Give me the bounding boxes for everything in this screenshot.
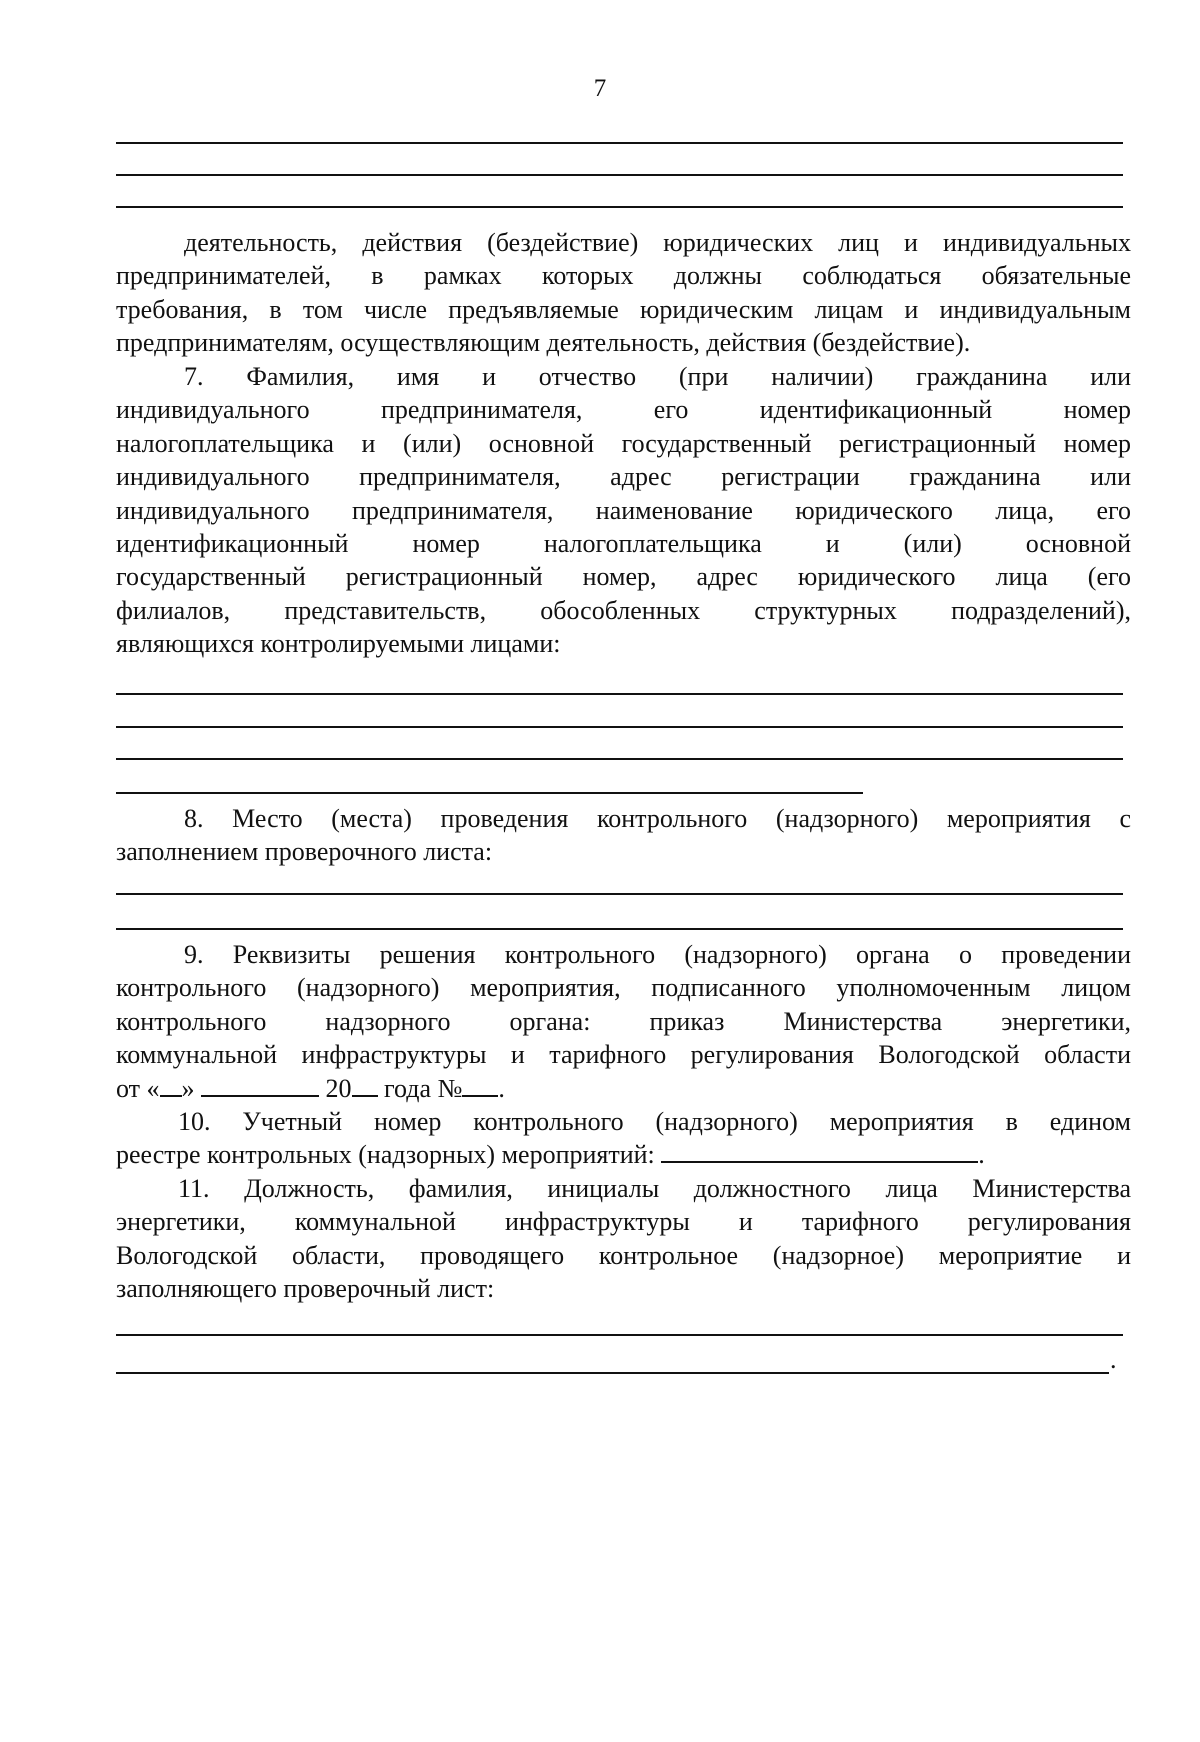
text-line: индивидуального предпринимателя, адрес регистрации гражданина или xyxy=(116,462,1131,492)
paragraph-11 xyxy=(116,1172,1131,1306)
text-line: контрольного надзорного органа: приказ Министерства энергетики, xyxy=(116,1006,1131,1036)
text-line: энергетики, коммунальной инфраструктуры и тарифного регулирования xyxy=(116,1207,1131,1237)
text-line: предпринимателей, в рамках которых должны соблюдаться обязательные xyxy=(116,261,1131,291)
text-line: коммунальной инфраструктуры и тарифного регулирования Вологодской области xyxy=(116,1040,1131,1070)
text: реестре контрольных (надзорных) мероприятий: xyxy=(116,1140,662,1170)
year-field[interactable] xyxy=(352,1073,378,1097)
text: от « xyxy=(116,1073,160,1103)
blank-line[interactable] xyxy=(116,792,863,794)
month-field[interactable] xyxy=(201,1073,319,1097)
text-line: 7. Фамилия, имя и отчество (при наличии) гражданина или xyxy=(184,362,1131,391)
blank-line[interactable] xyxy=(116,174,1123,176)
text-line: требования, в том числе предъявляемые юридическим лицам и индивидуальным xyxy=(116,294,1131,324)
text-line: 8. Место (места) проведения контрольного (надзорного) мероприятия с xyxy=(184,804,1131,833)
paragraph-7 xyxy=(116,360,1131,661)
text-line: деятельность, действия (бездействие) юридических лиц и индивидуальных xyxy=(184,228,1131,257)
text-line: филиалов, представительств, обособленных структурных подразделений), xyxy=(116,595,1131,625)
blank-line[interactable] xyxy=(116,893,1123,895)
blank-line[interactable] xyxy=(116,758,1123,760)
day-field[interactable] xyxy=(160,1073,182,1097)
text-line: Вологодской области, проводящего контрольное (надзорное) мероприятие и xyxy=(116,1240,1131,1270)
text-line: предпринимателям, осуществляющим деятельность, действия (бездействие). xyxy=(116,328,971,358)
text: . xyxy=(498,1073,505,1103)
blank-line[interactable] xyxy=(116,726,1123,728)
paragraph-8 xyxy=(116,802,1131,869)
blank-line[interactable] xyxy=(116,206,1123,208)
text-line: государственный регистрационный номер, адрес юридического лица (его xyxy=(116,562,1131,592)
order-date-line xyxy=(116,1072,1131,1105)
paragraph-10 xyxy=(116,1105,1131,1172)
text-line: заполняющего проверочный лист: xyxy=(116,1274,495,1304)
text: » xyxy=(181,1073,195,1103)
blank-line[interactable] xyxy=(116,142,1123,144)
text: 20 xyxy=(325,1073,352,1103)
text-line: заполнением проверочного листа: xyxy=(116,837,493,867)
text: . xyxy=(978,1140,985,1170)
text-line: контрольного (надзорного) мероприятия, подписанного уполномоченным лицом xyxy=(116,973,1131,1003)
registry-number-field[interactable] xyxy=(661,1139,978,1163)
text-line: индивидуального предпринимателя, его идентификационный номер xyxy=(116,395,1131,425)
text-line: идентификационный номер налогоплательщика и (или) основной xyxy=(116,529,1131,559)
text-line: налогоплательщика и (или) основной государственный регистрационный номер xyxy=(116,428,1131,458)
paragraph-6-tail xyxy=(116,226,1131,360)
blank-line[interactable] xyxy=(116,928,1123,930)
page-number: 7 xyxy=(593,75,607,102)
text-line: индивидуального предпринимателя, наименование юридического лица, его xyxy=(116,495,1131,525)
text: года № xyxy=(377,1073,463,1103)
text-line: 10. Учетный номер контрольного (надзорного) мероприятия в едином xyxy=(178,1107,1131,1136)
blank-line[interactable] xyxy=(116,1334,1123,1336)
paragraph-9 xyxy=(116,938,1131,1105)
order-number-field[interactable] xyxy=(462,1073,498,1097)
registry-number-line xyxy=(116,1138,1131,1171)
blank-line[interactable] xyxy=(116,693,1123,695)
text-line: 11. Должность, фамилия, инициалы должностного лица Министерства xyxy=(178,1174,1131,1203)
text-line: 9. Реквизиты решения контрольного (надзорного) органа о проведении xyxy=(184,940,1131,969)
text-line: являющихся контролируемыми лицами: xyxy=(116,629,561,659)
final-period: . xyxy=(1110,1345,1117,1374)
blank-line[interactable] xyxy=(116,1372,1109,1374)
